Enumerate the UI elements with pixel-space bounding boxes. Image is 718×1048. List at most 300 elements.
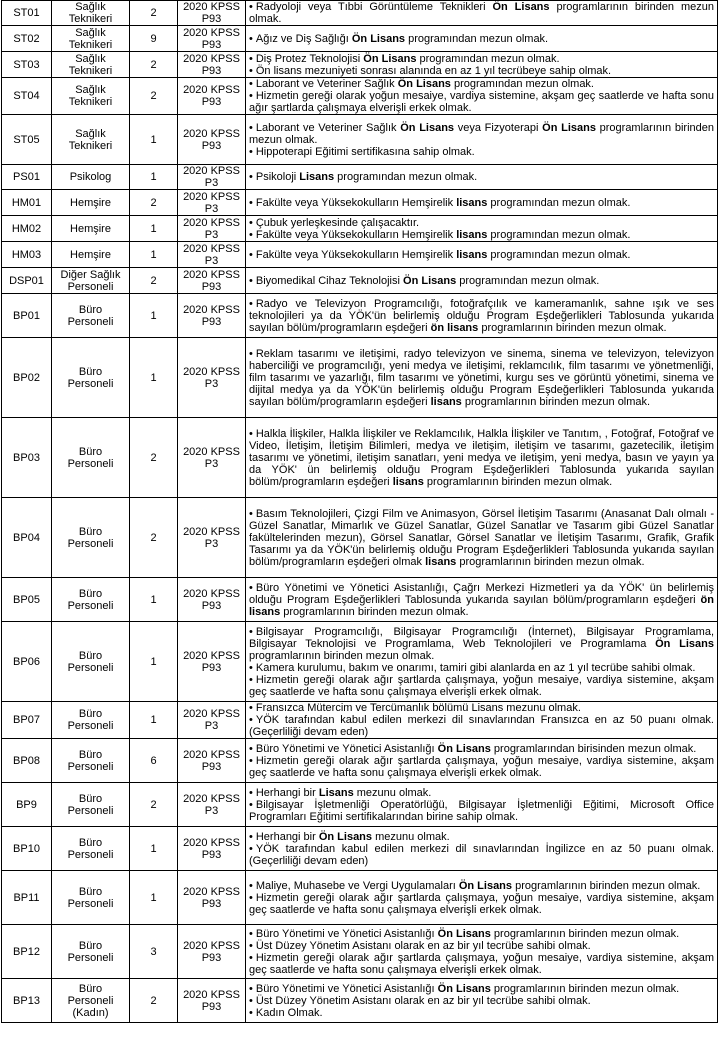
exam-type-cell: 2020 KPSS P93 bbox=[178, 578, 246, 622]
requirements-cell bbox=[246, 702, 718, 739]
requirements-cell bbox=[246, 783, 718, 827]
position-title-cell: Sağlık Teknikeri bbox=[52, 1, 130, 26]
requirement-text: Ağız ve Diş Sağlığı bbox=[255, 32, 352, 45]
exam-type-cell: 2020 KPSS P3 bbox=[178, 498, 246, 578]
requirement-text: Diş Protez Teknolojisi bbox=[255, 52, 364, 65]
requirements-cell bbox=[246, 190, 718, 216]
position-code-cell: ST03 bbox=[2, 52, 52, 78]
bullet-icon: • bbox=[249, 145, 253, 158]
bullet-icon: • bbox=[249, 90, 253, 102]
requirement-emphasis: lisans bbox=[456, 228, 488, 241]
requirement-text: programından mezun olmak. bbox=[487, 196, 631, 209]
position-title-cell: Hemşire bbox=[52, 242, 130, 268]
positions-table-body bbox=[2, 1, 718, 1023]
requirement-text: programından mezun olmak. bbox=[334, 171, 478, 183]
position-title-cell: Büro Personeli bbox=[52, 827, 130, 871]
requirement-item bbox=[249, 428, 714, 488]
requirements-cell bbox=[246, 418, 718, 498]
bullet-icon: • bbox=[249, 879, 253, 892]
requirements-cell bbox=[246, 622, 718, 702]
position-code-cell: BP10 bbox=[2, 827, 52, 871]
position-count-cell: 2 bbox=[130, 190, 178, 216]
requirement-emphasis: ön lisans bbox=[430, 321, 479, 334]
bullet-icon: • bbox=[249, 78, 253, 90]
position-count-cell: 1 bbox=[130, 115, 178, 165]
requirement-text: Üst Düzey Yönetim Asistanı olarak en az bir yıl tecrübe sahibi olmak. bbox=[255, 939, 591, 952]
requirement-text: Basım Teknolojileri, Çizgi Film ve Animasyon, Görsel İletişim Tasarımı (Anasanat Dalı olmalı - Güzel Sanatlar, Mimarlık ve Güzel Sanatlar, Güzel Sanatlar ve Tasarım gibi Güzel Sanatlar fakültelerinden mezun), Görsel Sanatlar, Görsel Sanatlar ve İletişim Tasarımı, Grafik, Grafik Tasarımı ya da YÖK'ün belirlemiş olduğu Program Eşdeğerlikleri Tablosunda yukarıda sayılan bölüm/programların eşdeğeri olmak bbox=[249, 507, 714, 568]
position-title-cell: Büro Personeli bbox=[52, 702, 130, 739]
position-count-cell: 1 bbox=[130, 871, 178, 925]
table-row bbox=[2, 268, 718, 294]
exam-type-cell: 2020 KPSS P3 bbox=[178, 242, 246, 268]
requirements-cell bbox=[246, 78, 718, 115]
position-code-cell: BP06 bbox=[2, 622, 52, 702]
requirements-cell bbox=[246, 979, 718, 1023]
requirement-text: Çubuk yerleşkesinde çalışacaktır. bbox=[255, 216, 420, 229]
bullet-icon: • bbox=[249, 891, 253, 904]
requirement-item bbox=[249, 755, 714, 779]
requirement-text: Hizmetin gereği olarak ağır şartlarda çalışmaya, yoğun mesaiye, vardiya sistemine, akşam geç saatlerde ve hafta sonu çalışmaya elverişli erkek olmak. bbox=[249, 951, 714, 976]
position-code-cell: BP13 bbox=[2, 979, 52, 1023]
requirement-item bbox=[249, 78, 714, 90]
requirement-item bbox=[249, 983, 714, 995]
bullet-icon: • bbox=[249, 274, 253, 287]
requirement-item bbox=[249, 626, 714, 662]
requirement-text: programlarının birinden mezun olmak. bbox=[249, 649, 435, 662]
position-title-cell: Büro Personeli bbox=[52, 622, 130, 702]
exam-type-cell: 2020 KPSS P93 bbox=[178, 925, 246, 979]
requirement-text: Halkla İlişkiler, Halkla İlişkiler ve Reklamcılık, Halkla İlişkiler ve Tanıtım, , Fotoğraf, Fotoğraf ve Video, İletişim, İletişim Bilimleri, medya ve iletişim, iletişim ve tasarımı, gazetecilik, iletişim tasarımı ve yönetimi, iletişim sanatları, yeni medya ve iletişim, yeni medya, basın ve yayın ya da YÖK' ün belirlemiş olduğu Program Eşdeğerlikleri Tablosunda yukarıda sayılan bölüm/programların eşdeğeri bbox=[249, 427, 714, 488]
position-code-cell: BP11 bbox=[2, 871, 52, 925]
table-row bbox=[2, 871, 718, 925]
position-code-cell: BP9 bbox=[2, 783, 52, 827]
requirement-item bbox=[249, 33, 714, 45]
position-count-cell: 2 bbox=[130, 52, 178, 78]
position-code-cell: BP03 bbox=[2, 418, 52, 498]
table-row bbox=[2, 783, 718, 827]
bullet-icon: • bbox=[249, 171, 253, 183]
requirement-emphasis: Ön Lisans bbox=[400, 121, 455, 134]
requirement-text: programlarının birinden mezun olmak. bbox=[249, 1, 714, 25]
position-count-cell: 1 bbox=[130, 242, 178, 268]
positions-table bbox=[1, 0, 718, 1023]
bullet-icon: • bbox=[249, 581, 253, 594]
requirement-text: mezunu olmak. bbox=[372, 830, 450, 843]
position-title-cell: Psikolog bbox=[52, 165, 130, 190]
requirements-cell bbox=[246, 216, 718, 242]
position-count-cell: 2 bbox=[130, 418, 178, 498]
requirement-text: programından mezun olmak. bbox=[450, 78, 594, 90]
exam-type-cell: 2020 KPSS P93 bbox=[178, 52, 246, 78]
exam-type-cell: 2020 KPSS P93 bbox=[178, 268, 246, 294]
table-row bbox=[2, 26, 718, 52]
requirements-cell bbox=[246, 827, 718, 871]
position-title-cell: Büro Personeli bbox=[52, 783, 130, 827]
position-count-cell: 1 bbox=[130, 165, 178, 190]
requirement-text: Fakülte veya Yüksekokulların Hemşirelik bbox=[255, 196, 457, 209]
requirement-item bbox=[249, 952, 714, 976]
requirement-text: programlarının birinden mezun olmak. bbox=[461, 395, 651, 408]
position-title-cell: Sağlık Teknikeri bbox=[52, 115, 130, 165]
bullet-icon: • bbox=[249, 798, 253, 811]
requirement-item bbox=[249, 831, 714, 843]
requirement-item bbox=[249, 171, 714, 183]
exam-type-cell: 2020 KPSS P93 bbox=[178, 871, 246, 925]
exam-type-cell: 2020 KPSS P3 bbox=[178, 338, 246, 418]
table-row bbox=[2, 242, 718, 268]
requirement-item bbox=[249, 298, 714, 334]
position-code-cell: HM03 bbox=[2, 242, 52, 268]
requirement-emphasis: lisans bbox=[392, 475, 424, 488]
requirements-cell bbox=[246, 242, 718, 268]
requirements-cell bbox=[246, 165, 718, 190]
position-code-cell: ST01 bbox=[2, 1, 52, 26]
exam-type-cell: 2020 KPSS P93 bbox=[178, 739, 246, 783]
position-count-cell: 2 bbox=[130, 1, 178, 26]
requirement-emphasis: Ön Lisans bbox=[655, 637, 714, 650]
requirement-item bbox=[249, 508, 714, 568]
requirement-item bbox=[249, 65, 714, 77]
requirement-text: YÖK tarafından kabul edilen merkezi dil sınavlarından İngilizce en az 50 puanı olmak. (Geçerliliği devam eden) bbox=[249, 842, 714, 867]
position-title-cell: Büro Personeli bbox=[52, 925, 130, 979]
requirement-text: Hizmetin gereği olarak ağır şartlarda çalışmaya, yoğun mesaiye, vardiya sistemine, akşam geç saatlerde ve hafta sonu çalışmaya elverişli erkek olmak. bbox=[249, 673, 714, 698]
table-row bbox=[2, 52, 718, 78]
requirement-text: Fakülte veya Yüksekokulların Hemşirelik bbox=[255, 248, 457, 261]
requirement-text: Laborant ve Veteriner Sağlık bbox=[255, 121, 401, 134]
requirement-text: Radyoloji veya Tıbbi Görüntüleme Teknikleri bbox=[255, 1, 493, 13]
table-row bbox=[2, 190, 718, 216]
position-count-cell: 6 bbox=[130, 739, 178, 783]
bullet-icon: • bbox=[249, 714, 253, 726]
bullet-icon: • bbox=[249, 297, 253, 310]
table-row bbox=[2, 979, 718, 1023]
position-title-cell: Sağlık Teknikeri bbox=[52, 78, 130, 115]
table-row bbox=[2, 925, 718, 979]
requirement-text: Büro Yönetimi ve Yönetici Asistanlığı bbox=[255, 927, 438, 940]
requirement-text: Kadın Olmak. bbox=[255, 1006, 323, 1019]
exam-type-cell: 2020 KPSS P93 bbox=[178, 622, 246, 702]
requirement-emphasis: Ön Lisans bbox=[437, 982, 491, 995]
table-row bbox=[2, 702, 718, 739]
position-code-cell: BP04 bbox=[2, 498, 52, 578]
requirement-text: Büro Yönetimi ve Yönetici Asistanlığı, Çağrı Merkezi Hizmetleri ya da YÖK' ün belirlemiş olduğu Program Eşdeğerlikleri Tablosunda yukarıda sayılan bölüm/programların eşdeğeri bbox=[249, 581, 714, 606]
bullet-icon: • bbox=[249, 702, 253, 714]
requirement-text: programlarının birinden mezun olmak. bbox=[423, 475, 613, 488]
requirement-emphasis: Ön Lisans bbox=[397, 78, 451, 90]
bullet-icon: • bbox=[249, 228, 253, 241]
requirement-text: Herhangi bir bbox=[255, 830, 319, 843]
requirements-cell bbox=[246, 268, 718, 294]
requirement-item bbox=[249, 217, 714, 229]
bullet-icon: • bbox=[249, 830, 253, 843]
table-row bbox=[2, 739, 718, 783]
requirement-text: Psikoloji bbox=[255, 171, 300, 183]
bullet-icon: • bbox=[249, 32, 253, 45]
position-title-cell: Büro Personeli bbox=[52, 578, 130, 622]
requirement-item bbox=[249, 582, 714, 618]
position-code-cell: BP05 bbox=[2, 578, 52, 622]
position-count-cell: 1 bbox=[130, 578, 178, 622]
table-row bbox=[2, 216, 718, 242]
table-row bbox=[2, 165, 718, 190]
requirement-item bbox=[249, 348, 714, 408]
table-row bbox=[2, 578, 718, 622]
position-count-cell: 3 bbox=[130, 925, 178, 979]
requirement-emphasis: Ön Lisans bbox=[542, 121, 596, 134]
requirement-item bbox=[249, 843, 714, 867]
table-row bbox=[2, 1, 718, 26]
requirement-text: programlarının birinden mezun olmak. bbox=[478, 321, 667, 334]
table-row bbox=[2, 418, 718, 498]
position-count-cell: 1 bbox=[130, 827, 178, 871]
requirement-text: programlarından birisinden mezun olmak. bbox=[490, 742, 697, 755]
bullet-icon: • bbox=[249, 1006, 253, 1019]
requirement-emphasis: Lisans bbox=[318, 786, 354, 799]
requirements-cell bbox=[246, 498, 718, 578]
requirement-text: Büro Yönetimi ve Yönetici Asistanlığı bbox=[255, 742, 438, 755]
bullet-icon: • bbox=[249, 216, 253, 229]
requirement-text: veya Fizyoterapi bbox=[454, 121, 543, 134]
requirement-text: Üst Düzey Yönetim Asistanı olarak en az bir yıl tecrübe sahibi olmak. bbox=[255, 994, 591, 1007]
requirement-emphasis: Lisans bbox=[299, 171, 335, 183]
position-title-cell: Büro Personeli bbox=[52, 294, 130, 338]
table-row bbox=[2, 498, 718, 578]
position-count-cell: 2 bbox=[130, 268, 178, 294]
position-title-cell: Hemşire bbox=[52, 216, 130, 242]
exam-type-cell: 2020 KPSS P3 bbox=[178, 165, 246, 190]
requirement-emphasis: Ön Lisans bbox=[351, 32, 406, 45]
position-title-cell: Büro Personeli bbox=[52, 739, 130, 783]
requirement-item bbox=[249, 662, 714, 674]
requirement-item bbox=[249, 702, 714, 714]
bullet-icon: • bbox=[249, 939, 253, 952]
bullet-icon: • bbox=[249, 427, 253, 440]
position-count-cell: 2 bbox=[130, 979, 178, 1023]
bullet-icon: • bbox=[249, 982, 253, 995]
requirement-text: mezunu olmak. bbox=[353, 786, 432, 799]
bullet-icon: • bbox=[249, 64, 253, 77]
position-code-cell: DSP01 bbox=[2, 268, 52, 294]
requirement-text: programlarının birinden mezun olmak. bbox=[512, 879, 701, 892]
exam-type-cell: 2020 KPSS P93 bbox=[178, 1, 246, 26]
requirement-text: Radyo ve Televizyon Programcılığı, fotoğrafçılık ve kameramanlık, sahne ışık ve ses teknolojileri ya da YÖK'ün belirlemiş olduğu Program Eşdeğerlikleri Tablosunda yukarıda sayılan bölüm/programların eşdeğeri bbox=[249, 297, 714, 334]
requirement-item bbox=[249, 799, 714, 823]
requirement-text: Hizmetin gereği olarak yoğun mesaiye, vardiya sistemine, akşam geç saatlerde ve hafta sonu ağır şartlarda çalışmaya elverişli erkek olmak. bbox=[249, 90, 714, 114]
position-count-cell: 1 bbox=[130, 702, 178, 739]
position-code-cell: PS01 bbox=[2, 165, 52, 190]
requirement-item bbox=[249, 787, 714, 799]
requirement-emphasis: Ön Lisans bbox=[403, 274, 457, 287]
table-row bbox=[2, 827, 718, 871]
requirement-text: Laborant ve Veteriner Sağlık bbox=[255, 78, 398, 90]
table-row bbox=[2, 294, 718, 338]
exam-type-cell: 2020 KPSS P93 bbox=[178, 827, 246, 871]
position-code-cell: ST02 bbox=[2, 26, 52, 52]
requirement-item bbox=[249, 1, 714, 25]
requirements-cell bbox=[246, 338, 718, 418]
requirement-item bbox=[249, 249, 714, 261]
bullet-icon: • bbox=[249, 248, 253, 261]
requirement-emphasis: lisans bbox=[425, 555, 457, 568]
requirement-text: Büro Yönetimi ve Yönetici Asistanlığı bbox=[255, 982, 438, 995]
requirement-text: programlarının birinden mezun olmak. bbox=[456, 555, 645, 568]
position-title-cell: Büro Personeli bbox=[52, 871, 130, 925]
bullet-icon: • bbox=[249, 1, 253, 13]
requirement-text: Kamera kurulumu, bakım ve onarımı, tamiri gibi alanlarda en az 1 yıl tecrübe sahibi olmak. bbox=[255, 661, 696, 674]
bullet-icon: • bbox=[249, 673, 253, 686]
position-title-cell: Büro Personeli (Kadın) bbox=[52, 979, 130, 1023]
requirement-text: programlarının birinden mezun olmak. bbox=[490, 927, 680, 940]
position-count-cell: 2 bbox=[130, 78, 178, 115]
table-row bbox=[2, 622, 718, 702]
requirement-text: Reklam tasarımı ve iletişimi, radyo televizyon ve sinema, sinema ve televizyon, televizyon haberciliği ve programcılığı, yeni medya ve iletişimi, reklamcılık, film tasarımı ve yönetmenliği, film tasarımı ve yazarlığı, film tasarımı ve yönetimi, kurgu ses ve görüntü yönetimi, sinema ve dijital medya ya da YÖK'ün belirlemiş olduğu Program Eşdeğerlikleri Tablosunda yukarıda sayılan bölüm/programların eşdeğeri bbox=[249, 347, 714, 408]
requirement-item bbox=[249, 146, 714, 158]
position-code-cell: HM02 bbox=[2, 216, 52, 242]
requirement-item bbox=[249, 892, 714, 916]
requirements-cell bbox=[246, 871, 718, 925]
requirements-cell bbox=[246, 52, 718, 78]
position-code-cell: BP07 bbox=[2, 702, 52, 739]
table-row bbox=[2, 338, 718, 418]
requirement-emphasis: ön lisans bbox=[249, 593, 714, 618]
requirements-cell bbox=[246, 739, 718, 783]
requirement-emphasis: lisans bbox=[430, 395, 462, 408]
position-title-cell: Sağlık Teknikeri bbox=[52, 26, 130, 52]
requirement-item bbox=[249, 880, 714, 892]
requirements-cell bbox=[246, 925, 718, 979]
bullet-icon: • bbox=[249, 927, 253, 940]
requirement-text: Fransızca Mütercim ve Tercümanlık bölümü Lisans mezunu olmak. bbox=[255, 702, 581, 714]
position-code-cell: HM01 bbox=[2, 190, 52, 216]
exam-type-cell: 2020 KPSS P3 bbox=[178, 190, 246, 216]
position-count-cell: 1 bbox=[130, 338, 178, 418]
position-count-cell: 1 bbox=[130, 622, 178, 702]
requirement-item bbox=[249, 53, 714, 65]
requirement-emphasis: Ön Lisans bbox=[458, 879, 513, 892]
position-count-cell: 2 bbox=[130, 783, 178, 827]
exam-type-cell: 2020 KPSS P3 bbox=[178, 702, 246, 739]
requirement-emphasis: Ön Lisans bbox=[363, 52, 417, 65]
requirement-item bbox=[249, 122, 714, 146]
position-count-cell: 1 bbox=[130, 294, 178, 338]
requirement-text: Hippoterapi Eğitimi sertifikasına sahip olmak. bbox=[255, 145, 475, 158]
requirement-item bbox=[249, 275, 714, 287]
table-row bbox=[2, 115, 718, 165]
requirement-text: Biyomedikal Cihaz Teknolojisi bbox=[255, 274, 404, 287]
requirements-cell bbox=[246, 26, 718, 52]
exam-type-cell: 2020 KPSS P93 bbox=[178, 78, 246, 115]
position-code-cell: ST05 bbox=[2, 115, 52, 165]
requirement-text: programlarının birinden mezun olmak. bbox=[249, 121, 714, 146]
position-code-cell: BP02 bbox=[2, 338, 52, 418]
requirement-emphasis: Ön Lisans bbox=[437, 927, 491, 940]
requirement-text: Hizmetin gereği olarak ağır şartlarda çalışmaya, yoğun mesaiye, vardiya sistemine, akşam geç saatlerde ve hafta sonu çalışmaya elverişli erkek olmak. bbox=[249, 891, 714, 916]
requirement-item bbox=[249, 229, 714, 241]
exam-type-cell: 2020 KPSS P93 bbox=[178, 294, 246, 338]
requirement-emphasis: Ön Lisans bbox=[318, 830, 373, 843]
requirement-text: Hizmetin gereği olarak ağır şartlarda çalışmaya, yoğun mesaiye, vardiya sistemine, akşam geç saatlerde ve hafta sonu çalışmaya elverişli erkek olmak. bbox=[249, 754, 714, 779]
bullet-icon: • bbox=[249, 52, 253, 65]
position-code-cell: BP01 bbox=[2, 294, 52, 338]
requirement-emphasis: Ön Lisans bbox=[492, 1, 550, 13]
requirement-item bbox=[249, 90, 714, 114]
requirement-text: Bilgisayar İşletmenliği Operatörlüğü, Bilgisayar İşletmenliği Eğitimi, Microsoft Office Programları Eğitimi sertifikalarından birine sahip olmak. bbox=[249, 798, 714, 823]
requirement-item bbox=[249, 197, 714, 209]
requirement-text: programlarının birinden mezun olmak. bbox=[490, 982, 680, 995]
requirement-text: Ön lisans mezuniyeti sonrası alanında en az 1 yıl tecrübeye sahip olmak. bbox=[255, 64, 612, 77]
requirement-text: Fakülte veya Yüksekokulların Hemşirelik bbox=[255, 228, 457, 241]
position-title-cell: Büro Personeli bbox=[52, 498, 130, 578]
requirement-text: programından mezun olmak. bbox=[405, 32, 549, 45]
bullet-icon: • bbox=[249, 625, 253, 638]
requirement-text: programından mezun olmak. bbox=[456, 274, 600, 287]
bullet-icon: • bbox=[249, 842, 253, 855]
requirement-item bbox=[249, 674, 714, 698]
bullet-icon: • bbox=[249, 507, 253, 520]
bullet-icon: • bbox=[249, 742, 253, 755]
requirement-item bbox=[249, 1007, 714, 1019]
requirement-item bbox=[249, 743, 714, 755]
bullet-icon: • bbox=[249, 661, 253, 674]
bullet-icon: • bbox=[249, 994, 253, 1007]
requirement-item bbox=[249, 940, 714, 952]
requirements-cell bbox=[246, 115, 718, 165]
position-count-cell: 2 bbox=[130, 498, 178, 578]
requirement-emphasis: lisans bbox=[456, 196, 488, 209]
exam-type-cell: 2020 KPSS P3 bbox=[178, 418, 246, 498]
exam-type-cell: 2020 KPSS P93 bbox=[178, 26, 246, 52]
position-count-cell: 9 bbox=[130, 26, 178, 52]
bullet-icon: • bbox=[249, 196, 253, 209]
requirement-item bbox=[249, 714, 714, 738]
requirement-text: YÖK tarafından kabul edilen merkezi dil sınavlarından Fransızca en az 50 puanı olmak. (Geçerliliği devam eden) bbox=[249, 714, 714, 738]
position-title-cell: Sağlık Teknikeri bbox=[52, 52, 130, 78]
exam-type-cell: 2020 KPSS P93 bbox=[178, 115, 246, 165]
position-count-cell: 1 bbox=[130, 216, 178, 242]
bullet-icon: • bbox=[249, 951, 253, 964]
requirement-item bbox=[249, 928, 714, 940]
requirement-item bbox=[249, 995, 714, 1007]
requirements-cell bbox=[246, 1, 718, 26]
position-code-cell: BP08 bbox=[2, 739, 52, 783]
requirement-text: programından mezun olmak. bbox=[487, 228, 631, 241]
position-code-cell: ST04 bbox=[2, 78, 52, 115]
bullet-icon: • bbox=[249, 347, 253, 360]
position-title-cell: Büro Personeli bbox=[52, 338, 130, 418]
bullet-icon: • bbox=[249, 121, 253, 134]
requirement-text: programından mezun olmak. bbox=[416, 52, 560, 65]
position-title-cell: Hemşire bbox=[52, 190, 130, 216]
bullet-icon: • bbox=[249, 786, 253, 799]
exam-type-cell: 2020 KPSS P3 bbox=[178, 783, 246, 827]
requirement-text: programlarının birinden mezun olmak. bbox=[280, 605, 469, 618]
requirements-cell bbox=[246, 578, 718, 622]
requirement-emphasis: lisans bbox=[456, 248, 488, 261]
exam-type-cell: 2020 KPSS P3 bbox=[178, 216, 246, 242]
requirement-text: Herhangi bir bbox=[255, 786, 319, 799]
position-code-cell: BP12 bbox=[2, 925, 52, 979]
requirement-text: programından mezun olmak. bbox=[487, 248, 631, 261]
exam-type-cell: 2020 KPSS P93 bbox=[178, 979, 246, 1023]
requirement-text: Bilgisayar Programcılığı, Bilgisayar Programcılığı (İnternet), Bilgisayar Programlama, Bilgisayar Teknolojisi ve Programlama, Web Teknolojileri ve Programlama bbox=[249, 625, 714, 650]
position-title-cell: Büro Personeli bbox=[52, 418, 130, 498]
position-title-cell: Diğer Sağlık Personeli bbox=[52, 268, 130, 294]
requirements-cell bbox=[246, 294, 718, 338]
table-row bbox=[2, 78, 718, 115]
requirement-text: Maliye, Muhasebe ve Vergi Uygulamaları bbox=[255, 879, 459, 892]
bullet-icon: • bbox=[249, 754, 253, 767]
requirement-emphasis: Ön Lisans bbox=[437, 742, 491, 755]
